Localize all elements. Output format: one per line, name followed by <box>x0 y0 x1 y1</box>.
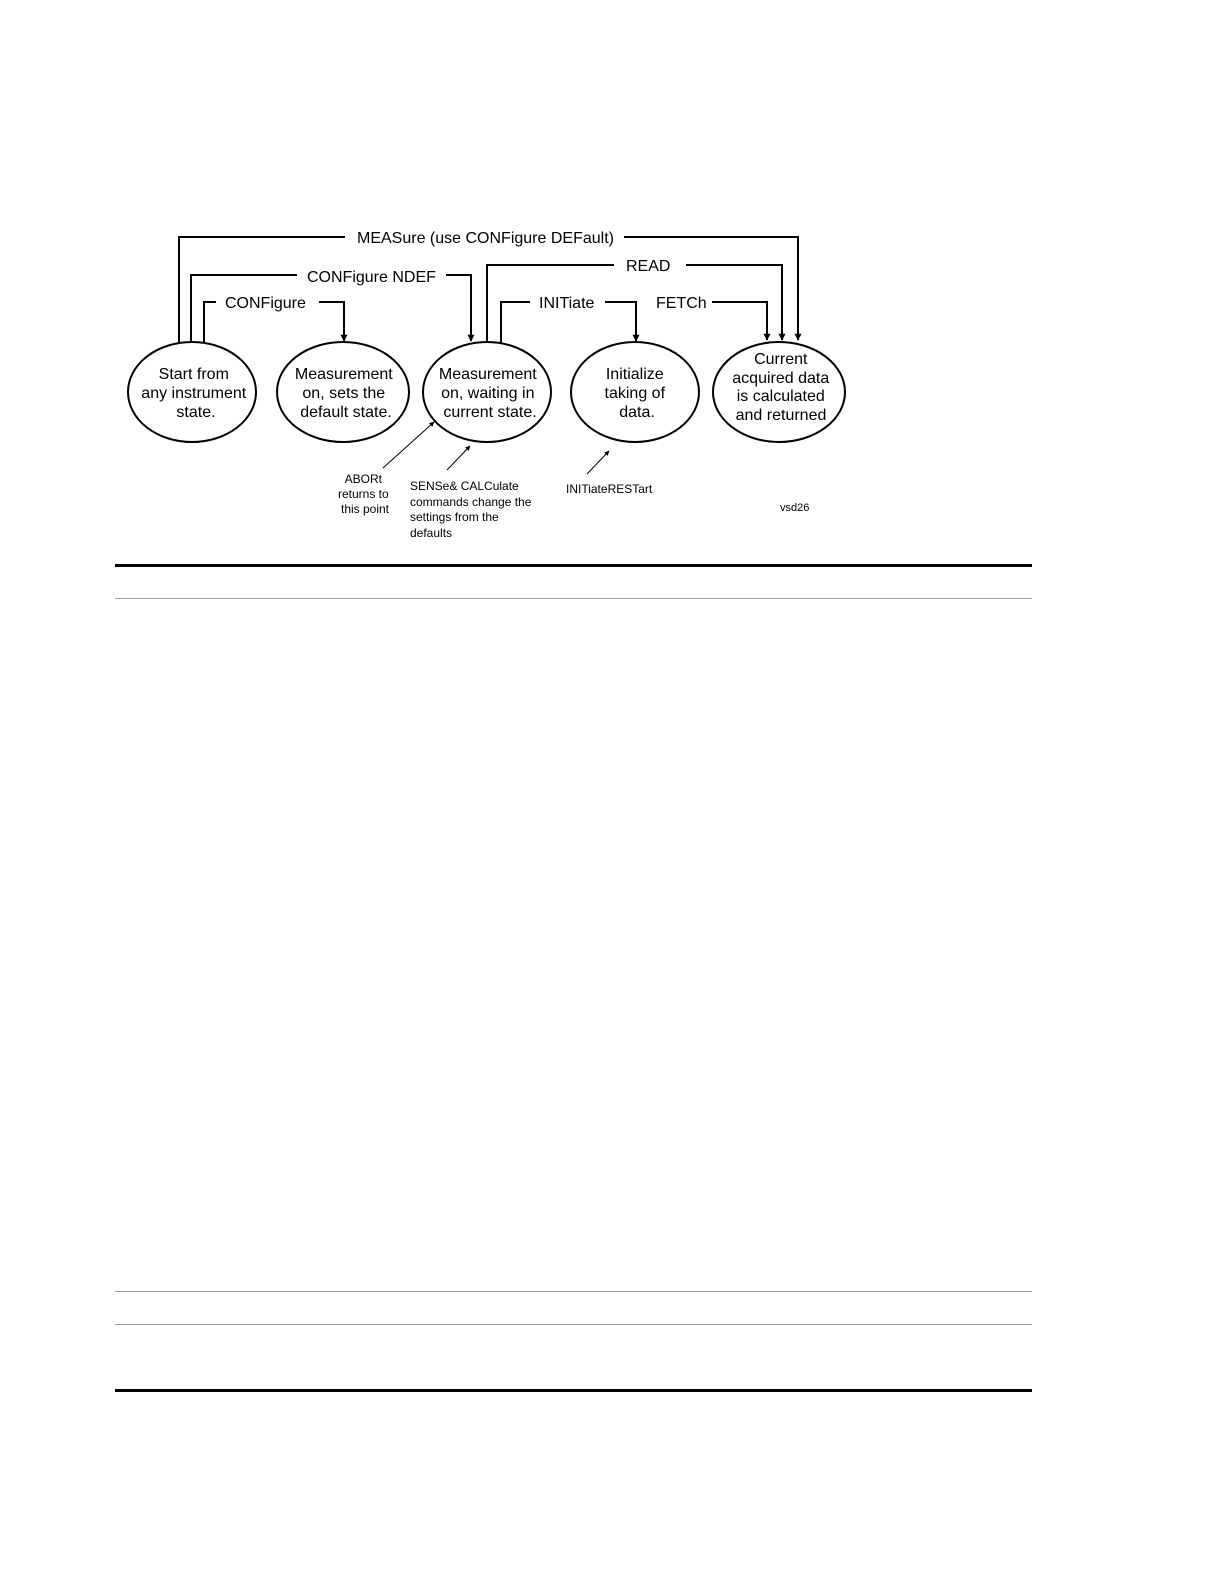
configure-arrow <box>204 302 216 343</box>
fetch-label: FETCh <box>656 295 707 312</box>
state-init-text: Initialize taking of data. <box>604 366 666 421</box>
sense-pointer-arrow <box>447 446 470 470</box>
initiate-label: INITiate <box>539 295 595 312</box>
divider-rule <box>115 598 1032 599</box>
divider-rule <box>115 1324 1032 1325</box>
initiate-arrow <box>501 302 530 343</box>
configure-label: CONFigure <box>225 295 306 312</box>
state-default-text: Measurement on, sets the default state. <box>294 366 393 421</box>
state-result-text: Current acquired data is calculated and returned <box>732 351 830 424</box>
abort-note: ABORt returns to this point <box>337 472 390 516</box>
divider-rule-top <box>115 564 1032 567</box>
measure-label: MEASure (use CONFigure DEFault) <box>357 230 614 247</box>
divider-rule-bottom <box>115 1389 1032 1392</box>
figure-id: vsd26 <box>780 502 810 514</box>
configure-ndef-arrow-tail <box>446 275 471 341</box>
configure-ndef-label: CONFigure NDEF <box>307 269 436 286</box>
state-diagram <box>0 0 1224 560</box>
measure-arrow-tail <box>624 237 798 340</box>
restart-pointer-arrow <box>587 451 609 474</box>
restart-note: INITiateRESTart <box>566 482 653 496</box>
read-label: READ <box>626 258 671 275</box>
sense-note: SENSe& CALCulate commands change the settings from the defaults <box>410 479 532 540</box>
state-waiting-text: Measurement on, waiting in current state. <box>438 366 537 421</box>
divider-rule <box>115 1291 1032 1292</box>
abort-pointer-arrow <box>383 422 434 468</box>
state-start-text: Start from any instrument state. <box>141 366 247 421</box>
configure-arrow-tail <box>319 302 344 341</box>
initiate-arrow-tail <box>605 302 636 341</box>
fetch-arrow <box>712 302 767 340</box>
